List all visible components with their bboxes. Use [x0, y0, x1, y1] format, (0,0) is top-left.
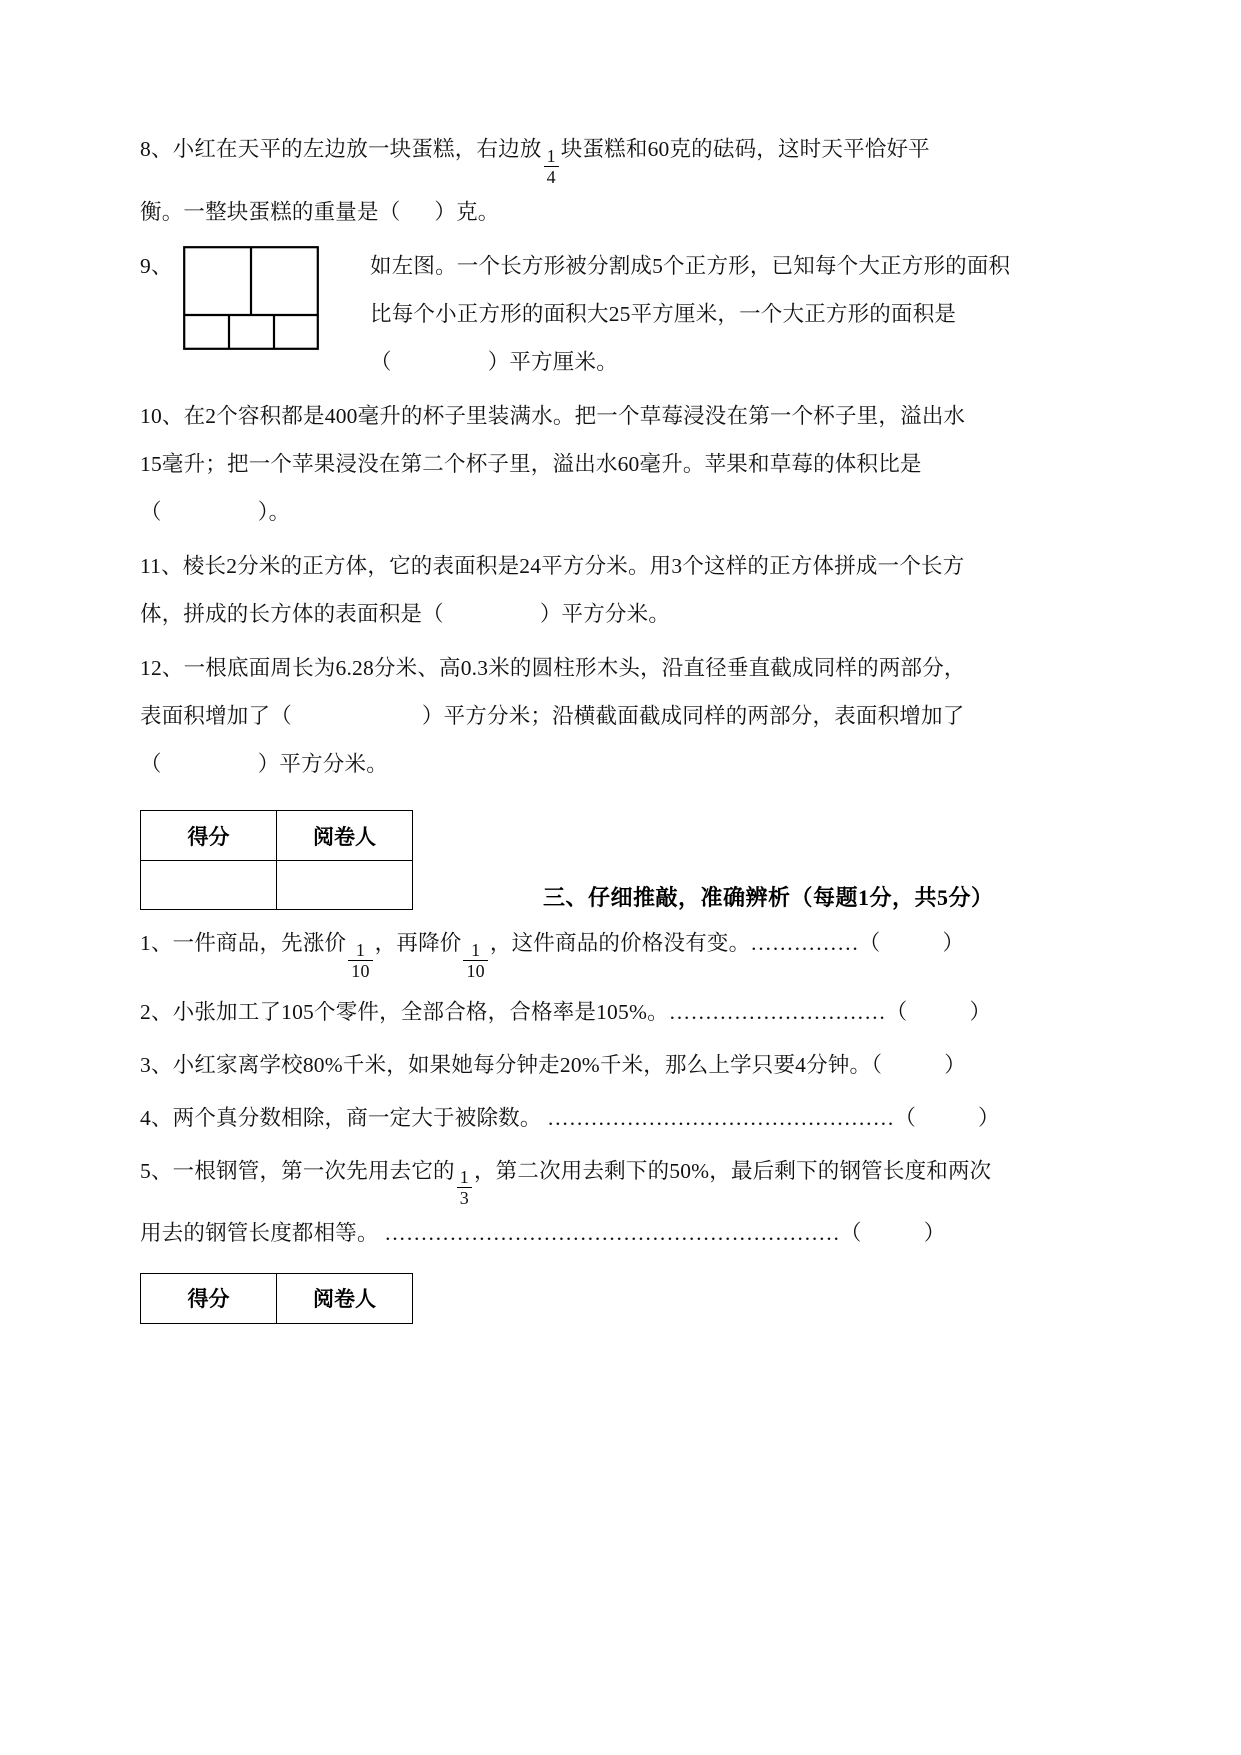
table-row — [141, 861, 413, 910]
question-text: ）平方分米。 — [257, 752, 388, 777]
question-text: 在2个容积都是400毫升的杯子里装满水。把一个草莓浸没在第一个杯子里，溢出水 — [183, 404, 966, 429]
question-text: ）克。 — [434, 200, 500, 225]
score-header-cell: 得分 — [141, 811, 277, 861]
question-text: （ — [140, 752, 162, 777]
fraction-one-tenth: $\frac{1}{10}$ — [463, 941, 487, 981]
tf-question-4 — [140, 1095, 1140, 1142]
question-text: ，第二次用去剩下的50%，最后剩下的钢管长度和两次 — [473, 1158, 992, 1183]
question-text: 用去的钢管长度都相等。 ………………………………………………………（ — [140, 1220, 862, 1245]
question-text: ） — [942, 931, 965, 956]
question-line — [140, 188, 1140, 236]
question-line — [140, 692, 1140, 740]
question-text: 体，拼成的长方体的表面积是（ — [140, 602, 444, 627]
question-text: ） — [944, 1052, 966, 1077]
question-line — [140, 392, 1140, 440]
question-text: 小张加工了105个零件，全部合格，合格率是105%。…………………………（ — [172, 999, 908, 1024]
section-three-header-row — [140, 794, 1140, 920]
question-text: 衡。一整块蛋糕的重量是（ — [140, 200, 401, 225]
question-text: 一件商品，先涨价 — [172, 931, 347, 956]
fraction-one-third: $\frac{1}{3}$ — [457, 1168, 472, 1208]
question-number: 8、 — [140, 137, 173, 161]
score-table-1 — [140, 810, 413, 910]
question-text: 块蛋糕和60克的砝码，这时天平恰好平 — [560, 137, 930, 161]
question-line — [370, 338, 1140, 386]
question-text: （ — [140, 500, 162, 525]
score-value-cell[interactable] — [141, 861, 277, 910]
question-text: 如左图。一个长方形被分割成5个正方形，已知每个大正方形的面积 — [370, 254, 1011, 279]
question-text: ）平方分米；沿横截面截成同样的两部分，表面积增加了 — [421, 704, 965, 729]
question-text: ）平方厘米。 — [487, 350, 618, 375]
question-line — [140, 920, 1140, 982]
fraction-one-fourth: $\frac{1}{4}$ — [544, 147, 559, 187]
tf-question-2 — [140, 989, 1140, 1036]
question-number: 1、 — [140, 931, 173, 956]
question-line — [140, 440, 1140, 488]
question-text: 一根钢管，第一次先用去它的 — [172, 1158, 455, 1183]
page-content — [140, 125, 1140, 1334]
question-8 — [140, 125, 1140, 236]
question-text: ，这件商品的价格没有变。……………（ — [489, 931, 881, 956]
question-text: ）平方分米。 — [539, 602, 671, 627]
question-line — [140, 488, 1140, 536]
tf-question-5 — [140, 1148, 1140, 1257]
question-text: 两个真分数相除，商一定大于被除数。 …………………………………………（ — [172, 1105, 917, 1130]
true-false-section — [140, 920, 1140, 1257]
question-line — [140, 1148, 1140, 1210]
marker-header-cell: 阅卷人 — [277, 1273, 413, 1323]
question-text: ） — [969, 999, 992, 1024]
question-text: 一根底面周长为6.28分米、高0.3米的圆柱形木头，沿直径垂直截成同样的两部分， — [183, 656, 966, 681]
question-number: 12、 — [140, 656, 184, 681]
question-line — [140, 1210, 1140, 1257]
table-row — [141, 811, 413, 861]
question-text: 小红在天平的左边放一块蛋糕，右边放 — [172, 137, 542, 161]
tf-question-3 — [140, 1042, 1140, 1089]
question-number: 3、 — [140, 1052, 173, 1077]
section-three-heading: 三、仔细推敲，准确辨析（每题1分，共5分） — [543, 885, 994, 911]
marker-header-cell: 阅卷人 — [277, 811, 413, 861]
question-number: 10、 — [140, 404, 184, 429]
tf-question-1 — [140, 920, 1140, 982]
question-number: 9、 — [140, 254, 173, 279]
table-row — [141, 1273, 413, 1323]
question-text: 表面积增加了（ — [140, 704, 292, 729]
question-text: ） — [978, 1105, 1000, 1130]
question-text: 比每个小正方形的面积大25平方厘米，一个大正方形的面积是 — [370, 302, 957, 327]
fill-in-blank-section — [140, 125, 1140, 788]
question-number: 4、 — [140, 1105, 173, 1130]
question-line — [140, 542, 1140, 590]
rectangle-split-into-5-squares-figure — [183, 246, 319, 350]
question-text: ） — [923, 1220, 946, 1245]
question-line — [370, 290, 1140, 338]
question-line — [140, 989, 1140, 1036]
question-12 — [140, 644, 1140, 788]
question-number: 11、 — [140, 554, 183, 579]
score-table-2 — [140, 1273, 413, 1324]
question-9 — [140, 242, 1140, 386]
question-text: ，再降价 — [374, 931, 462, 956]
question-line — [140, 740, 1140, 788]
question-line — [140, 644, 1140, 692]
question-10 — [140, 392, 1140, 536]
question-line — [140, 1095, 1140, 1142]
question-11 — [140, 542, 1140, 638]
question-text: 棱长2分米的正方体，它的表面积是24平方分米。用3个这样的正方体拼成一个长方 — [182, 554, 965, 579]
question-text: 15毫升；把一个苹果浸没在第二个杯子里，溢出水60毫升。苹果和草莓的体积比是 — [140, 452, 922, 477]
score-header-cell: 得分 — [141, 1273, 277, 1323]
marker-value-cell[interactable] — [277, 861, 413, 910]
question-text: （ — [370, 350, 392, 375]
question-number: 5、 — [140, 1158, 173, 1183]
question-line — [140, 1042, 1140, 1089]
question-text: 小红家离学校80%千米，如果她每分钟走20%千米，那么上学只要4分钟。（ — [172, 1052, 883, 1077]
question-line — [140, 125, 1140, 188]
fraction-one-tenth: $\frac{1}{10}$ — [348, 941, 372, 981]
question-line — [140, 590, 1140, 638]
question-number: 2、 — [140, 999, 173, 1024]
question-text: ）。 — [257, 500, 291, 525]
question-line — [370, 242, 1140, 290]
